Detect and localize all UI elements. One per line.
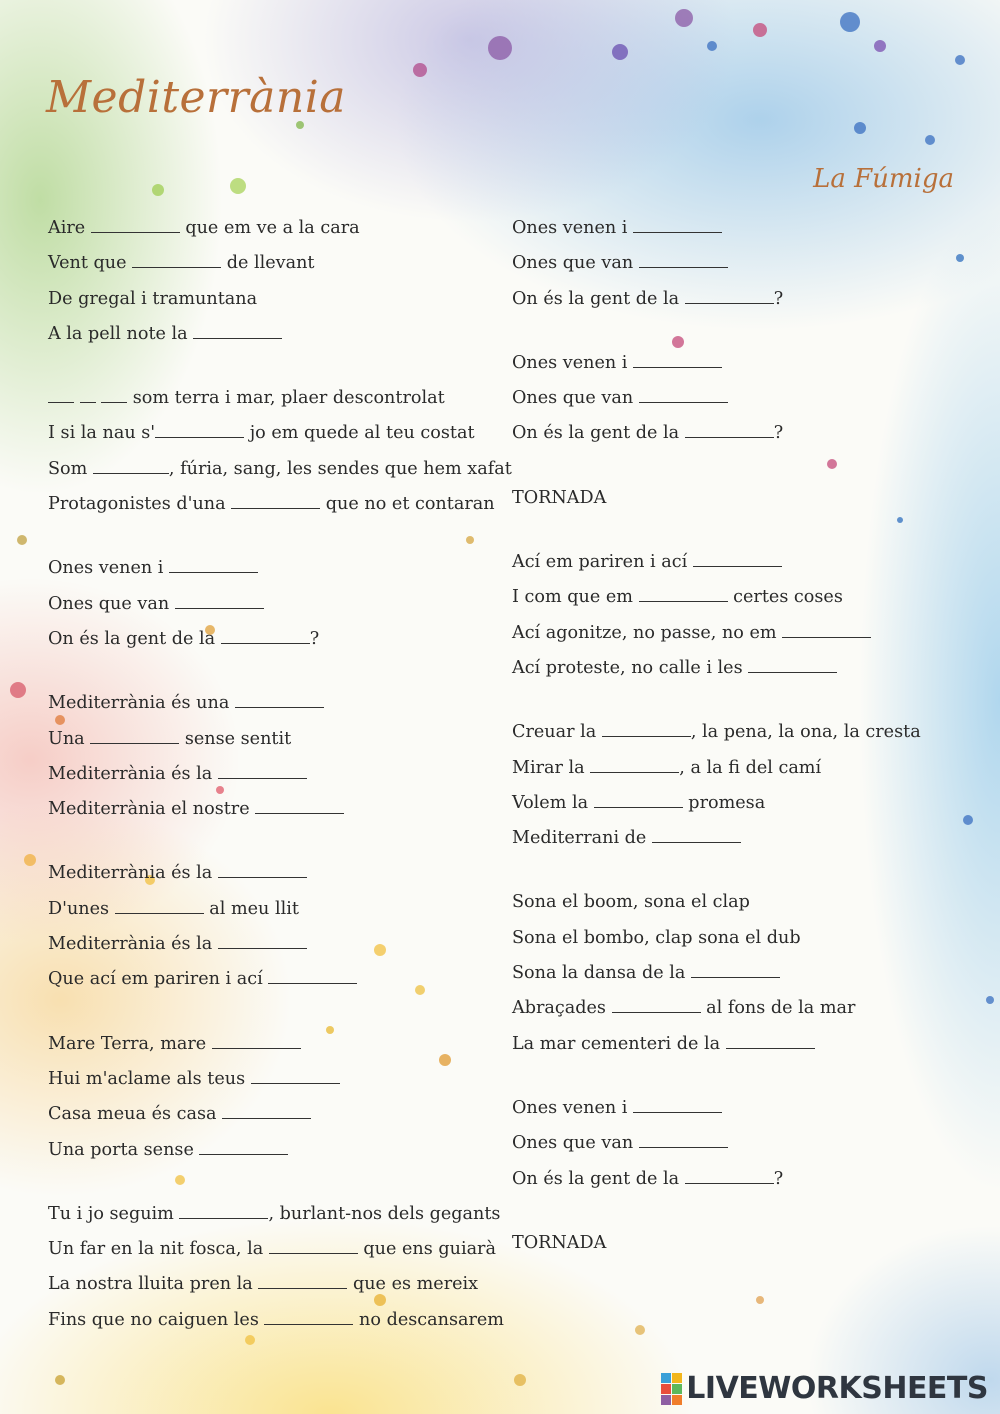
- lyric-line: [48, 858, 508, 893]
- answer-blank[interactable]: [179, 1203, 268, 1219]
- lyric-text: Hui m'aclame als teus: [48, 1068, 251, 1089]
- answer-blank[interactable]: [693, 551, 782, 567]
- lyric-text: , a la fi del camí: [679, 757, 822, 778]
- answer-blank[interactable]: [91, 217, 180, 233]
- answer-blank[interactable]: [132, 252, 221, 268]
- lyric-line: [512, 383, 972, 418]
- answer-blank[interactable]: [199, 1139, 288, 1155]
- answer-blank[interactable]: [235, 692, 324, 708]
- stanza-gap: [48, 829, 508, 858]
- lyric-text: On és la gent de la: [512, 423, 685, 444]
- lyric-text: jo em quede al teu costat: [244, 423, 475, 444]
- lyric-line: [48, 724, 508, 759]
- lyric-line: [512, 248, 972, 283]
- paint-splatter: [514, 1374, 526, 1386]
- lyrics-column-right: [512, 213, 972, 1263]
- lyric-line: [48, 1269, 508, 1304]
- lyric-text: Ones que van: [512, 388, 639, 409]
- lyric-line: [512, 284, 972, 319]
- lyrics-column-left: [48, 213, 512, 1340]
- paint-splatter: [854, 122, 866, 134]
- answer-blank[interactable]: [602, 721, 691, 737]
- lyric-text: Ones venen i: [48, 558, 170, 579]
- lyric-text: Ones venen i: [512, 352, 634, 373]
- answer-blank[interactable]: [221, 628, 310, 644]
- paint-splatter: [955, 55, 965, 65]
- stanza-gap: [48, 659, 508, 688]
- lyric-line: [512, 547, 972, 582]
- answer-blank[interactable]: [115, 898, 204, 914]
- answer-blank[interactable]: [685, 288, 774, 304]
- answer-blank[interactable]: [155, 422, 244, 438]
- lyric-text: promesa: [682, 792, 766, 813]
- lyric-line: [512, 923, 972, 958]
- lyric-line: [512, 1228, 972, 1263]
- lyric-text: al fons de la mar: [700, 998, 856, 1019]
- lyric-text: On és la gent de la: [48, 628, 221, 649]
- lyric-text: Casa meua és casa: [48, 1104, 223, 1125]
- lyric-text: Mediterrani de: [512, 828, 652, 849]
- liveworksheets-logo[interactable]: [661, 1371, 988, 1406]
- paint-splatter: [675, 9, 693, 27]
- lyric-line: [48, 759, 508, 794]
- logo-square: [672, 1373, 682, 1383]
- stanza-gap: [512, 688, 972, 717]
- lyric-text: Ones venen i: [512, 218, 634, 238]
- answer-blank[interactable]: [231, 493, 320, 509]
- lyric-line: [48, 489, 508, 524]
- lyric-text: A la pell note la: [48, 323, 194, 344]
- paint-splatter: [707, 41, 717, 51]
- answer-blank[interactable]: [639, 586, 728, 602]
- answer-blank[interactable]: [590, 757, 679, 773]
- lyric-text: De gregal i tramuntana: [48, 288, 258, 309]
- lyric-text: , burlant-nos dels gegants: [268, 1203, 501, 1224]
- paint-splatter: [874, 40, 886, 52]
- answer-blank[interactable]: [269, 1238, 358, 1254]
- lyric-line: [512, 1164, 972, 1199]
- page-title: Mediterrània: [46, 72, 346, 123]
- lyric-text: certes coses: [727, 587, 843, 608]
- lyric-line: [48, 688, 508, 723]
- answer-blank[interactable]: [726, 1033, 815, 1049]
- lyric-text: Mediterrània és la: [48, 763, 218, 784]
- lyric-line: [512, 418, 972, 453]
- lyric-line: [512, 1029, 972, 1064]
- paint-splatter: [17, 535, 27, 545]
- lyric-line: [48, 418, 508, 453]
- answer-blank[interactable]: [251, 1068, 340, 1084]
- lyric-text: Volem la: [512, 792, 594, 813]
- lyric-line: [512, 1093, 972, 1128]
- logo-square: [661, 1384, 671, 1394]
- lyric-text: TORNADA: [512, 1232, 607, 1253]
- lyric-text: Ací proteste, no calle i les: [512, 657, 749, 678]
- paint-splatter: [612, 44, 628, 60]
- lyric-text: som terra i mar, plaer descontrolat: [127, 388, 445, 409]
- lyric-line: [48, 894, 508, 929]
- paint-splatter: [230, 178, 246, 194]
- logo-square: [672, 1395, 682, 1405]
- lyric-text: Ací em pariren i ací: [512, 552, 693, 573]
- lyric-line: [48, 794, 508, 829]
- lyric-text: , la pena, la ona, la cresta: [690, 722, 921, 743]
- lyric-text: Creuar la: [512, 722, 602, 743]
- lyric-line: [48, 319, 508, 354]
- lyric-text: ?: [773, 288, 784, 309]
- answer-blank[interactable]: [782, 622, 871, 638]
- logo-text: LIVEWORKSHEETS: [686, 1371, 988, 1406]
- lyric-line: [48, 248, 508, 283]
- lyric-line: [512, 582, 972, 617]
- lyric-text: ?: [309, 628, 320, 649]
- lyric-line: [48, 454, 512, 489]
- paint-splatter: [10, 682, 26, 698]
- lyric-text: Mediterrània és la: [48, 863, 218, 884]
- lyric-text: Mediterrània és la: [48, 934, 218, 955]
- lyric-text: Som: [48, 458, 93, 479]
- logo-square: [661, 1373, 671, 1383]
- lyric-text: Aire: [48, 218, 91, 238]
- answer-blank[interactable]: [255, 798, 344, 814]
- lyric-text: D'unes: [48, 898, 115, 919]
- answer-blank[interactable]: [652, 827, 741, 843]
- lyric-line: [512, 887, 972, 922]
- answer-blank[interactable]: [639, 252, 728, 268]
- paint-splatter: [488, 36, 512, 60]
- answer-blank[interactable]: [90, 728, 179, 744]
- lyric-text: Ones que van: [48, 593, 175, 614]
- lyric-text: Ones que van: [512, 253, 639, 274]
- lyric-text: Mare Terra, mare: [48, 1033, 212, 1054]
- answer-blank[interactable]: [268, 968, 357, 984]
- lyric-text: Una porta sense: [48, 1139, 200, 1160]
- lyric-line: [48, 624, 508, 659]
- answer-blank[interactable]: [748, 657, 837, 673]
- lyric-line: [512, 958, 972, 993]
- lyric-line: [512, 1128, 972, 1163]
- answer-blank[interactable]: [48, 387, 74, 403]
- lyric-line: [48, 1135, 508, 1170]
- lyric-text: Un far en la nit fosca, la: [48, 1239, 269, 1260]
- lyric-text: Ones venen i: [512, 1097, 634, 1118]
- lyric-line: [512, 993, 972, 1028]
- answer-blank[interactable]: [218, 763, 307, 779]
- lyric-text: Una: [48, 728, 91, 749]
- liveworksheets-logo-icon: [661, 1373, 682, 1405]
- lyric-line: [512, 753, 972, 788]
- stanza-gap: [512, 1064, 972, 1093]
- lyric-text: Vent que: [48, 253, 133, 274]
- lyric-line: [512, 348, 972, 383]
- lyric-text: Protagonistes d'una: [48, 494, 232, 515]
- answer-blank[interactable]: [594, 792, 683, 808]
- lyric-text: TORNADA: [512, 487, 607, 508]
- lyric-line: [512, 618, 972, 653]
- lyric-line: [512, 653, 972, 688]
- lyric-text: que no et contaran: [320, 494, 495, 515]
- lyric-text: ?: [773, 1168, 784, 1189]
- lyric-line: [48, 1234, 508, 1269]
- lyric-text: La nostra lluita pren la: [48, 1274, 259, 1295]
- paint-splatter: [756, 1296, 764, 1304]
- lyric-line: [512, 483, 972, 518]
- lyric-text: Sona la dansa de la: [512, 963, 691, 984]
- lyric-text: que em ve a la cara: [179, 218, 360, 238]
- answer-blank[interactable]: [212, 1033, 301, 1049]
- artist-name: La Fúmiga: [813, 164, 954, 194]
- lyric-text: , fúria, sang, les sendes que hem xafat: [168, 458, 512, 479]
- stanza-gap: [512, 858, 972, 887]
- lyric-line: [512, 717, 972, 752]
- answer-blank[interactable]: [633, 1097, 722, 1113]
- answer-blank[interactable]: [175, 593, 264, 609]
- lyric-line: [48, 284, 508, 319]
- answer-blank[interactable]: [218, 933, 307, 949]
- lyric-line: [48, 383, 508, 418]
- paint-splatter: [753, 23, 767, 37]
- lyric-line: [48, 589, 508, 624]
- lyric-text: de llevant: [221, 253, 315, 274]
- lyric-text: On és la gent de la: [512, 1168, 685, 1189]
- lyric-line: [48, 1064, 508, 1099]
- answer-blank[interactable]: [639, 387, 728, 403]
- answer-blank[interactable]: [633, 352, 722, 368]
- stanza-gap: [48, 354, 508, 383]
- lyric-line: [48, 964, 508, 999]
- lyric-text: no descansarem: [353, 1309, 504, 1330]
- lyric-line: [48, 929, 508, 964]
- lyric-text: al meu llit: [203, 898, 299, 919]
- logo-square: [661, 1395, 671, 1405]
- stanza-gap: [512, 454, 972, 483]
- lyric-text: Sona el bombo, clap sona el dub: [512, 927, 801, 948]
- lyric-text: Ones que van: [512, 1133, 639, 1154]
- lyric-text: Mediterrània és una: [48, 693, 235, 714]
- paint-splatter: [635, 1325, 645, 1335]
- stanza-gap: [48, 1170, 508, 1199]
- answer-blank[interactable]: [639, 1132, 728, 1148]
- lyric-text: que ens guiarà: [357, 1239, 496, 1260]
- answer-blank[interactable]: [612, 997, 701, 1013]
- lyric-line: [48, 1099, 508, 1134]
- answer-blank[interactable]: [80, 387, 96, 403]
- paint-splatter: [925, 135, 935, 145]
- lyric-text: Que ací em pariren i ací: [48, 969, 269, 990]
- lyric-line: [512, 823, 972, 858]
- lyric-line: [512, 213, 972, 248]
- lyric-text: ?: [773, 423, 784, 444]
- paint-splatter: [152, 184, 164, 196]
- answer-blank[interactable]: [691, 962, 780, 978]
- lyric-text: que es mereix: [347, 1274, 479, 1295]
- stanza-gap: [48, 1000, 508, 1029]
- lyric-text: I si la nau s': [48, 423, 156, 444]
- lyric-text: Fins que no caiguen les: [48, 1309, 265, 1330]
- lyric-text: Mirar la: [512, 757, 591, 778]
- answer-blank[interactable]: [101, 387, 127, 403]
- answer-blank[interactable]: [685, 1168, 774, 1184]
- paint-splatter: [840, 12, 860, 32]
- lyric-line: [48, 1305, 508, 1340]
- lyric-line: [512, 788, 972, 823]
- lyric-text: Tu i jo seguim: [48, 1203, 180, 1224]
- answer-blank[interactable]: [633, 217, 722, 233]
- lyric-text: Ací agonitze, no passe, no em: [512, 622, 783, 643]
- stanza-gap: [512, 319, 972, 348]
- stanza-gap: [48, 524, 508, 553]
- answer-blank[interactable]: [218, 862, 307, 878]
- paint-splatter: [986, 996, 994, 1004]
- paint-splatter: [55, 1375, 65, 1385]
- answer-blank[interactable]: [264, 1309, 353, 1325]
- paint-splatter: [24, 854, 36, 866]
- paint-splatter: [413, 63, 427, 77]
- lyric-text: Abraçades: [512, 998, 612, 1019]
- stanza-gap: [512, 518, 972, 547]
- answer-blank[interactable]: [258, 1273, 347, 1289]
- lyric-text: La mar cementeri de la: [512, 1033, 726, 1054]
- lyric-text: I com que em: [512, 587, 639, 608]
- lyric-line: [48, 1199, 508, 1234]
- lyric-line: [48, 213, 508, 248]
- lyric-text: sense sentit: [179, 728, 292, 749]
- answer-blank[interactable]: [193, 323, 282, 339]
- lyric-line: [48, 1029, 508, 1064]
- lyric-text: On és la gent de la: [512, 288, 685, 309]
- answer-blank[interactable]: [222, 1103, 311, 1119]
- logo-square: [672, 1384, 682, 1394]
- answer-blank[interactable]: [169, 557, 258, 573]
- lyric-text: Sona el boom, sona el clap: [512, 892, 750, 913]
- stanza-gap: [512, 1199, 972, 1228]
- answer-blank[interactable]: [685, 422, 774, 438]
- answer-blank[interactable]: [93, 458, 169, 474]
- lyric-line: [48, 553, 508, 588]
- lyric-text: Mediterrània el nostre: [48, 799, 256, 820]
